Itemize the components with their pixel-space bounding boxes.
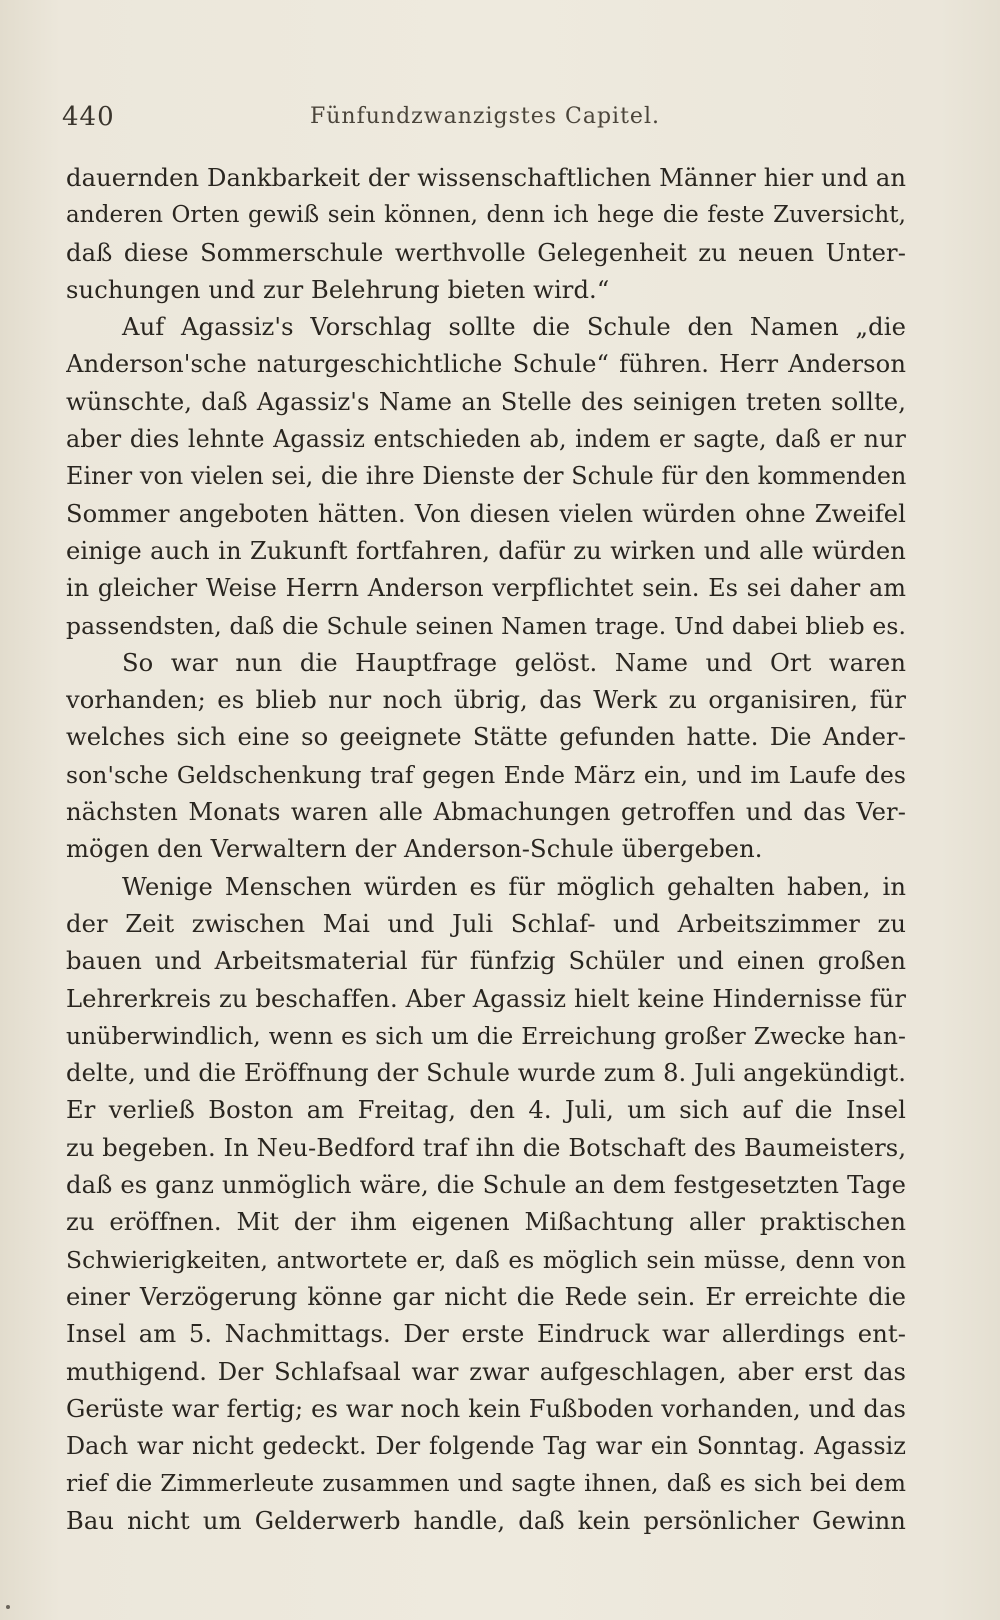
text-line: unüberwindlich, wenn es sich um die Erreichung großer Zwecke han-: [66, 1021, 906, 1050]
text-line: Gerüste war fertig; es war noch kein Fußboden vorhanden, und das: [66, 1394, 906, 1423]
text-line: daß es ganz unmöglich wäre, die Schule an dem festgesetzten Tage: [66, 1171, 906, 1200]
text-line: Schwierigkeiten, antwortete er, daß es möglich sein müsse, denn von: [66, 1245, 906, 1274]
running-head: Fünfundzwanzigstes Capitel.: [310, 104, 660, 129]
text-line: So war nun die Hauptfrage gelöst. Name und Ort waren: [122, 648, 906, 677]
page-header: [62, 102, 908, 142]
text-line: Auf Agassiz's Vorschlag sollte die Schule den Namen „die: [122, 313, 906, 342]
text-line: einer Verzögerung könne gar nicht die Rede sein. Er erreichte die: [66, 1282, 906, 1311]
text-line: bauen und Arbeitsmaterial für fünfzig Schüler und einen großen: [66, 947, 906, 976]
text-line: vorhanden; es blieb nur noch übrig, das Werk zu organisiren, für: [66, 686, 906, 715]
text-line: Insel am 5. Nachmittags. Der erste Eindruck war allerdings ent-: [66, 1320, 906, 1349]
text-line: son'sche Geldschenkung traf gegen Ende März ein, und im Laufe des: [66, 760, 906, 789]
text-line: suchungen und zur Belehrung bieten wird.“: [66, 275, 610, 304]
text-line: anderen Orten gewiß sein können, denn ich hege die feste Zuversicht,: [66, 202, 906, 229]
text-line: Lehrerkreis zu beschaffen. Aber Agassiz hielt keine Hindernisse für: [66, 984, 906, 1013]
text-line: muthigend. Der Schlafsaal war zwar aufgeschlagen, aber erst das: [66, 1357, 906, 1386]
text-line: dauernden Dankbarkeit der wissenschaftlichen Männer hier und an: [66, 164, 906, 192]
text-line: Wenige Menschen würden es für möglich gehalten haben, in: [122, 872, 906, 901]
text-line: nächsten Monats waren alle Abmachungen getroffen und das Ver-: [66, 798, 906, 827]
text-line: zu eröffnen. Mit der ihm eigenen Mißachtung aller praktischen: [66, 1208, 906, 1237]
text-line: in gleicher Weise Herrn Anderson verpflichtet sein. Es sei daher am: [66, 574, 906, 603]
text-line: aber dies lehnte Agassiz entschieden ab, indem er sagte, daß er nur: [66, 425, 906, 454]
text-line: Dach war nicht gedeckt. Der folgende Tag war ein Sonntag. Agassiz: [66, 1432, 906, 1461]
text-line: wünschte, daß Agassiz's Name an Stelle des seinigen treten sollte,: [66, 387, 906, 416]
text-line: welches sich eine so geeignete Stätte gefunden hatte. Die Ander-: [66, 723, 906, 752]
page-number: 440: [62, 102, 115, 132]
text-line: mögen den Verwaltern der Anderson-Schule übergeben.: [66, 835, 763, 864]
text-line: passendsten, daß die Schule seinen Namen trage. Und dabei blieb es.: [66, 611, 906, 640]
text-line: zu begeben. In Neu-Bedford traf ihn die Botschaft des Baumeisters,: [66, 1133, 906, 1162]
text-line: einige auch in Zukunft fortfahren, dafür zu wirken und alle würden: [66, 536, 906, 565]
text-line: Sommer angeboten hätten. Von diesen vielen würden ohne Zweifel: [66, 499, 906, 528]
text-line: der Zeit zwischen Mai und Juli Schlaf- und Arbeitszimmer zu: [66, 909, 906, 938]
paper-speck: [6, 1605, 10, 1609]
text-line: rief die Zimmerleute zusammen und sagte ihnen, daß es sich bei dem: [66, 1469, 906, 1498]
text-line: Anderson'sche naturgeschichtliche Schule“ führen. Herr Anderson: [66, 350, 906, 379]
text-line: Einer von vielen sei, die ihre Dienste der Schule für den kommenden: [66, 462, 906, 491]
text-line: Bau nicht um Gelderwerb handle, daß kein persönlicher Gewinn: [66, 1506, 906, 1535]
body-text: [66, 160, 906, 1540]
text-line: delte, und die Eröffnung der Schule wurde zum 8. Juli angekündigt.: [66, 1059, 906, 1088]
text-line: Er verließ Boston am Freitag, den 4. Juli, um sich auf die Insel: [66, 1096, 906, 1125]
text-line: daß diese Sommerschule werthvolle Gelegenheit zu neuen Unter-: [66, 238, 906, 267]
